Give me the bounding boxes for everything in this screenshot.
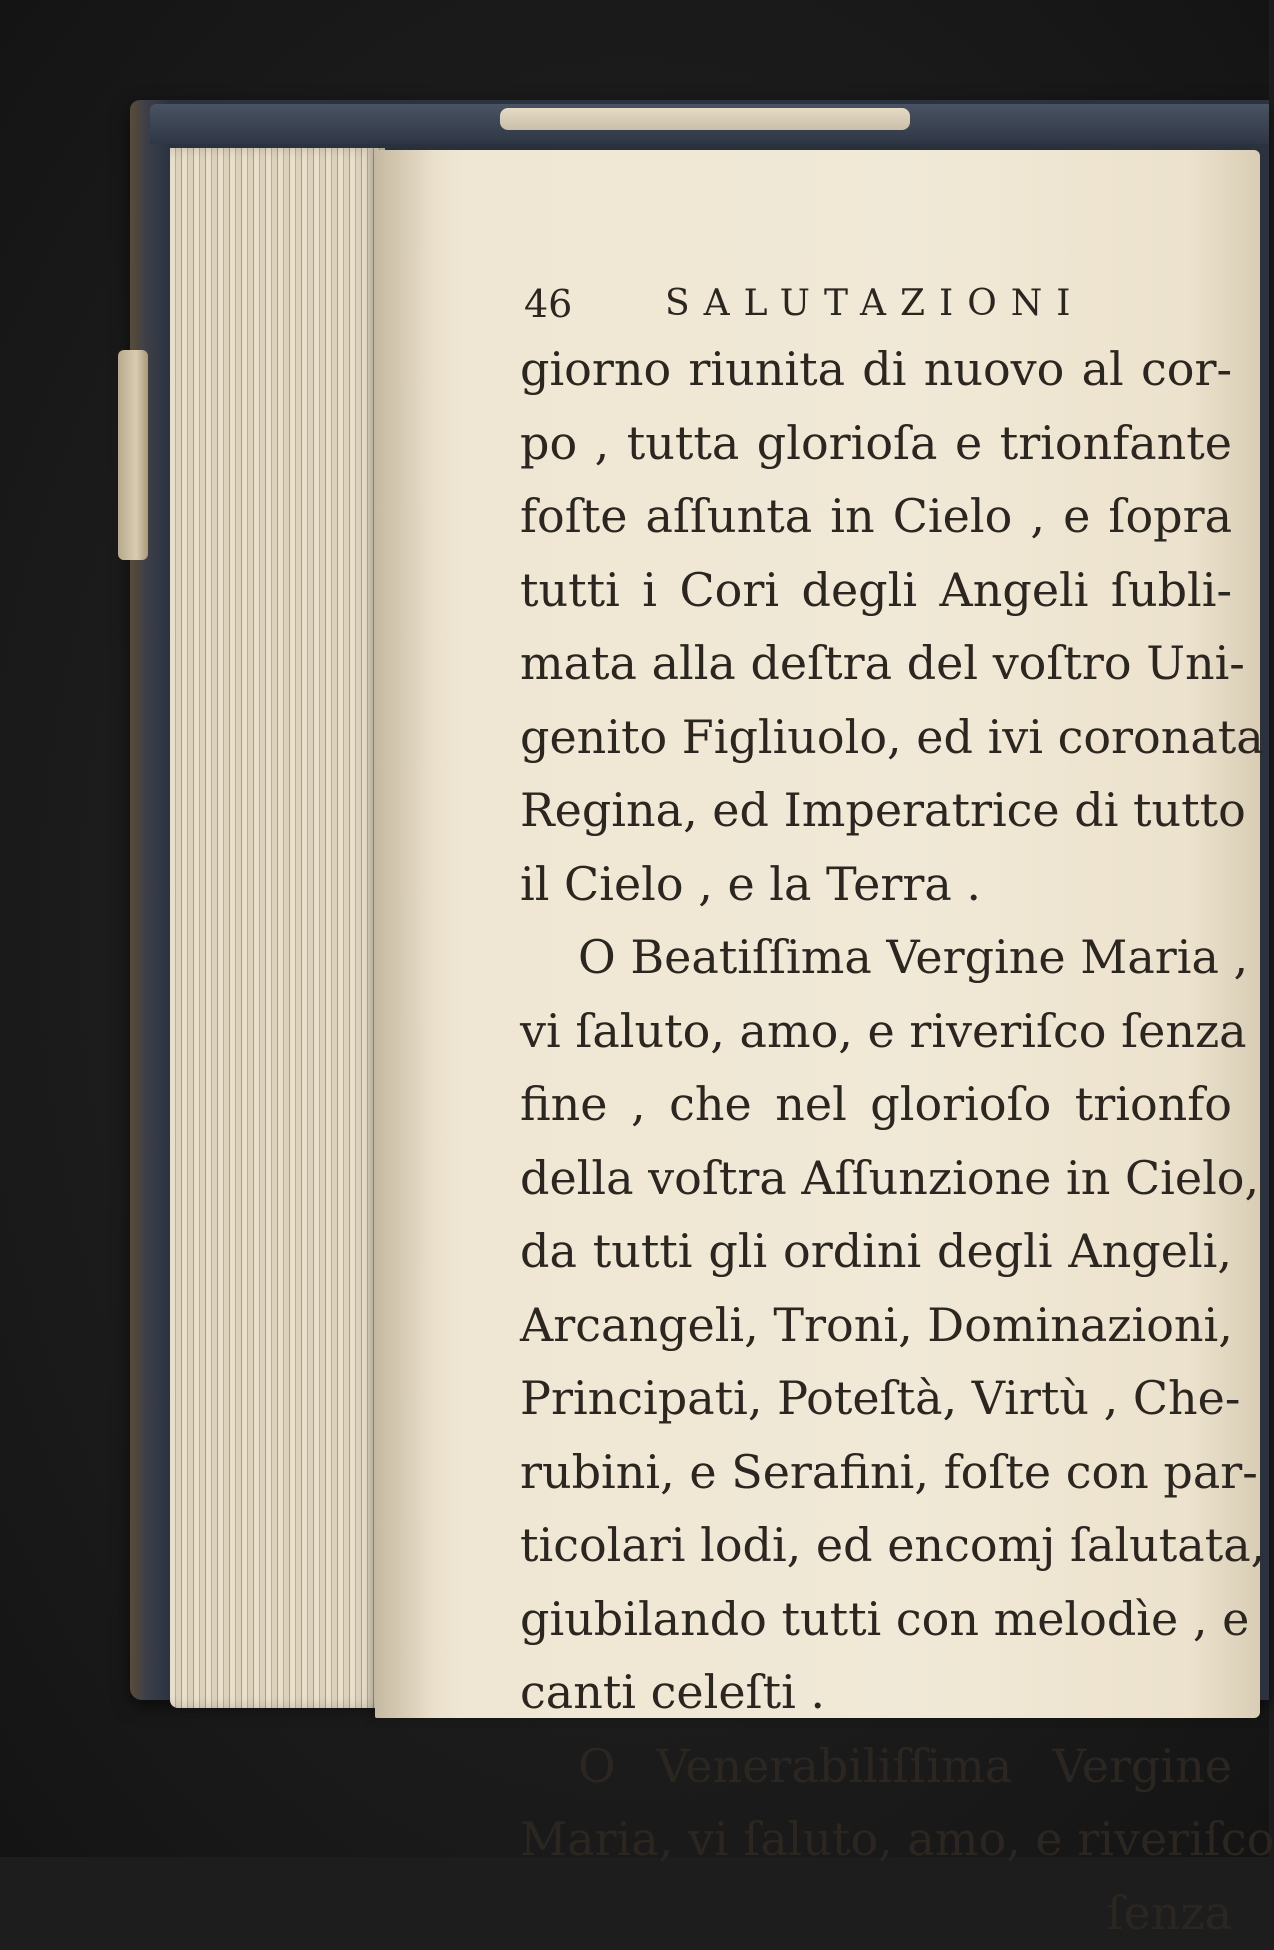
text-line: Maria, vi ſaluto, amo, e riveriſco bbox=[520, 1803, 1232, 1877]
text-line: po , tutta glorioſa e trionfante bbox=[520, 407, 1232, 481]
text-line: tutti i Cori degli Angeli ſubli- bbox=[520, 554, 1232, 628]
text-line: fine , che nel glorioſo trionfo bbox=[520, 1068, 1232, 1142]
page-gutter-shadow bbox=[375, 150, 435, 1718]
catchword: ſenza bbox=[520, 1877, 1232, 1950]
spine-tab bbox=[500, 108, 910, 130]
book-clasp bbox=[118, 350, 148, 560]
text-line: canti celeſti . bbox=[520, 1656, 1232, 1730]
text-line: il Cielo , e la Terra . bbox=[520, 848, 1232, 922]
text-line: mata alla deſtra del voſtro Uni- bbox=[520, 627, 1232, 701]
text-line: vi ſaluto, amo, e riveriſco ſenza bbox=[520, 995, 1232, 1069]
text-line: della voſtra Aſſunzione in Cielo, bbox=[520, 1142, 1232, 1216]
page-text bbox=[520, 275, 1232, 1950]
page-edges bbox=[170, 148, 385, 1708]
text-line: O Beatiſſima Vergine Maria , bbox=[520, 921, 1232, 995]
text-line: Regina, ed Imperatrice di tutto bbox=[520, 774, 1232, 848]
text-line: foſte aſſunta in Cielo , e ſopra bbox=[520, 480, 1232, 554]
cover-edge bbox=[130, 100, 170, 1700]
text-line: giorno riunita di nuovo al cor- bbox=[520, 333, 1232, 407]
text-line: ticolari lodi, ed encomj ſalutata, bbox=[520, 1509, 1232, 1583]
text-line: Arcangeli, Troni, Dominazioni, bbox=[520, 1289, 1232, 1363]
text-line: giubilando tutti con melodìe , e bbox=[520, 1583, 1232, 1657]
running-title: SALUTAZIONI bbox=[665, 275, 1084, 333]
text-line: rubini, e Serafini, foſte con par- bbox=[520, 1436, 1232, 1510]
text-line: da tutti gli ordini degli Angeli, bbox=[520, 1215, 1232, 1289]
text-line: Principati, Poteſtà, Virtù , Che- bbox=[520, 1362, 1232, 1436]
page-number: 46 bbox=[524, 275, 572, 333]
text-line: O Venerabiliſſima Vergine bbox=[520, 1730, 1232, 1804]
text-line: genito Figliuolo, ed ivi coronata bbox=[520, 701, 1232, 775]
page-header bbox=[520, 275, 1232, 333]
